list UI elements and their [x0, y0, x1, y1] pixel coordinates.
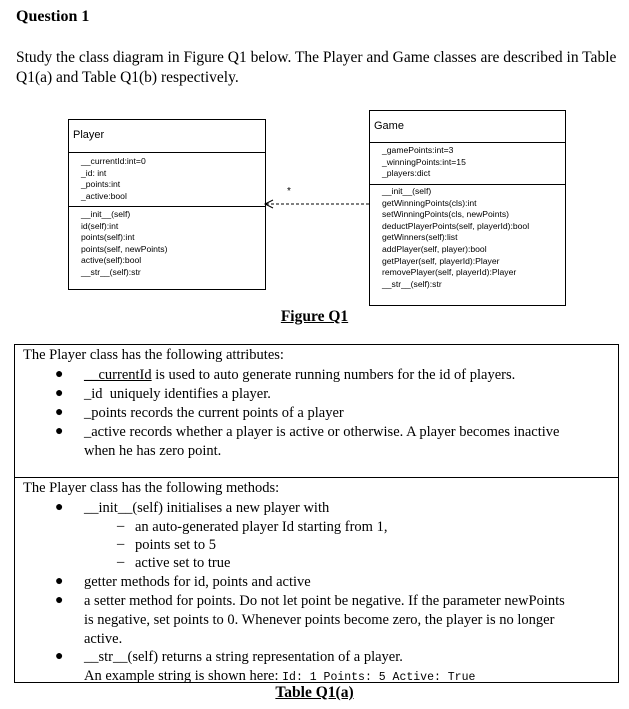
player-method: points(self, newPoints) [81, 243, 168, 254]
game-methods [382, 186, 529, 290]
player-attribute: _active:bool [81, 190, 127, 201]
player-class-box [68, 119, 266, 290]
game-method: deductPlayerPoints(self, playerId):bool [382, 220, 530, 231]
question-title: Question 1 [16, 8, 90, 25]
game-method: __str__(self):str [382, 278, 442, 289]
method-init-sub: active set to true [135, 555, 231, 571]
bullet-icon: ● [55, 367, 64, 382]
method-setter-text: a setter method for points. Do not let point be negative. If the parameter newPoints is negative, set points to 0. Whenever points become zero, the player is no longer active. [84, 593, 565, 647]
method-init-text: __init__(self) initialises a new player with [84, 500, 330, 516]
attr-active-text: _active records whether a player is active or otherwise. A player becomes inactive when he has zero point. [84, 424, 560, 459]
dash-icon: – [117, 554, 125, 570]
method-init-sub: an auto-generated player Id starting from 1, [135, 519, 388, 535]
attr-id-text: _id uniquely identifies a player. [84, 386, 271, 402]
association-arrow [262, 195, 372, 211]
game-method: removePlayer(self, playerId):Player [382, 267, 517, 278]
game-attribute: _players:dict [382, 168, 431, 179]
bullet-icon: ● [55, 649, 64, 664]
methods-cell [15, 478, 618, 682]
method-str-text: __str__(self) returns a string representation of a player. An example string is shown here: Id: 1 Points: 5 Active: True [84, 649, 476, 684]
bullet-icon: ● [55, 424, 64, 439]
game-attributes [382, 145, 466, 180]
dash-icon: – [117, 518, 125, 534]
player-class-name: Player [73, 129, 105, 141]
game-class-name: Game [374, 120, 404, 132]
table-caption: Table Q1(a) [275, 684, 354, 701]
attributes-header: The Player class has the following attributes: [23, 347, 284, 363]
method-getters-text: getter methods for id, points and active [84, 574, 311, 590]
player-method: __init__(self) [81, 209, 131, 219]
player-method: __str__(self):str [81, 266, 141, 277]
table-q1a [14, 344, 619, 683]
game-attribute: _gamePoints:int=3 [382, 145, 454, 155]
player-attribute: _id: int [81, 167, 107, 178]
methods-header: The Player class has the following methods: [23, 480, 280, 496]
game-method: getPlayer(self, playerId):Player [382, 255, 500, 266]
player-method: active(self):bool [81, 255, 142, 266]
player-attributes [81, 156, 146, 202]
bullet-icon: ● [55, 593, 64, 608]
game-method: setWinningPoints(cls, newPoints) [382, 209, 510, 220]
bullet-icon: ● [55, 574, 64, 589]
example-string: Id: 1 Points: 5 Active: True [282, 671, 476, 684]
game-class-box [369, 110, 566, 306]
attr-points-text: _points records the current points of a player [84, 405, 344, 421]
game-method: getWinners(self):list [382, 232, 458, 243]
game-attribute: _winningPoints:int=15 [382, 156, 466, 167]
player-attribute: __currentId:int=0 [81, 156, 146, 166]
player-method: points(self):int [81, 232, 135, 243]
player-method: id(self):int [81, 220, 119, 231]
bullet-icon: ● [55, 405, 64, 420]
attributes-cell [15, 345, 618, 478]
attr-currentid-text: __currentId is used to auto generate running numbers for the id of players. [84, 367, 516, 383]
dash-icon: – [117, 536, 125, 552]
question-intro: Study the class diagram in Figure Q1 below. The Player and Game classes are described in Table Q1(a) and Table Q1(b) respectively. [16, 49, 617, 86]
player-attribute: _points:int [81, 179, 121, 190]
player-methods [81, 209, 167, 279]
game-method: addPlayer(self, player):bool [382, 243, 487, 254]
bullet-icon: ● [55, 386, 64, 401]
figure-caption: Figure Q1 [280, 308, 349, 325]
bullet-icon: ● [55, 500, 64, 515]
game-method: getWinningPoints(cls):int [382, 197, 477, 208]
game-method: __init__(self) [382, 186, 432, 196]
method-init-sub: points set to 5 [135, 537, 216, 553]
multiplicity-label: * [287, 186, 291, 197]
